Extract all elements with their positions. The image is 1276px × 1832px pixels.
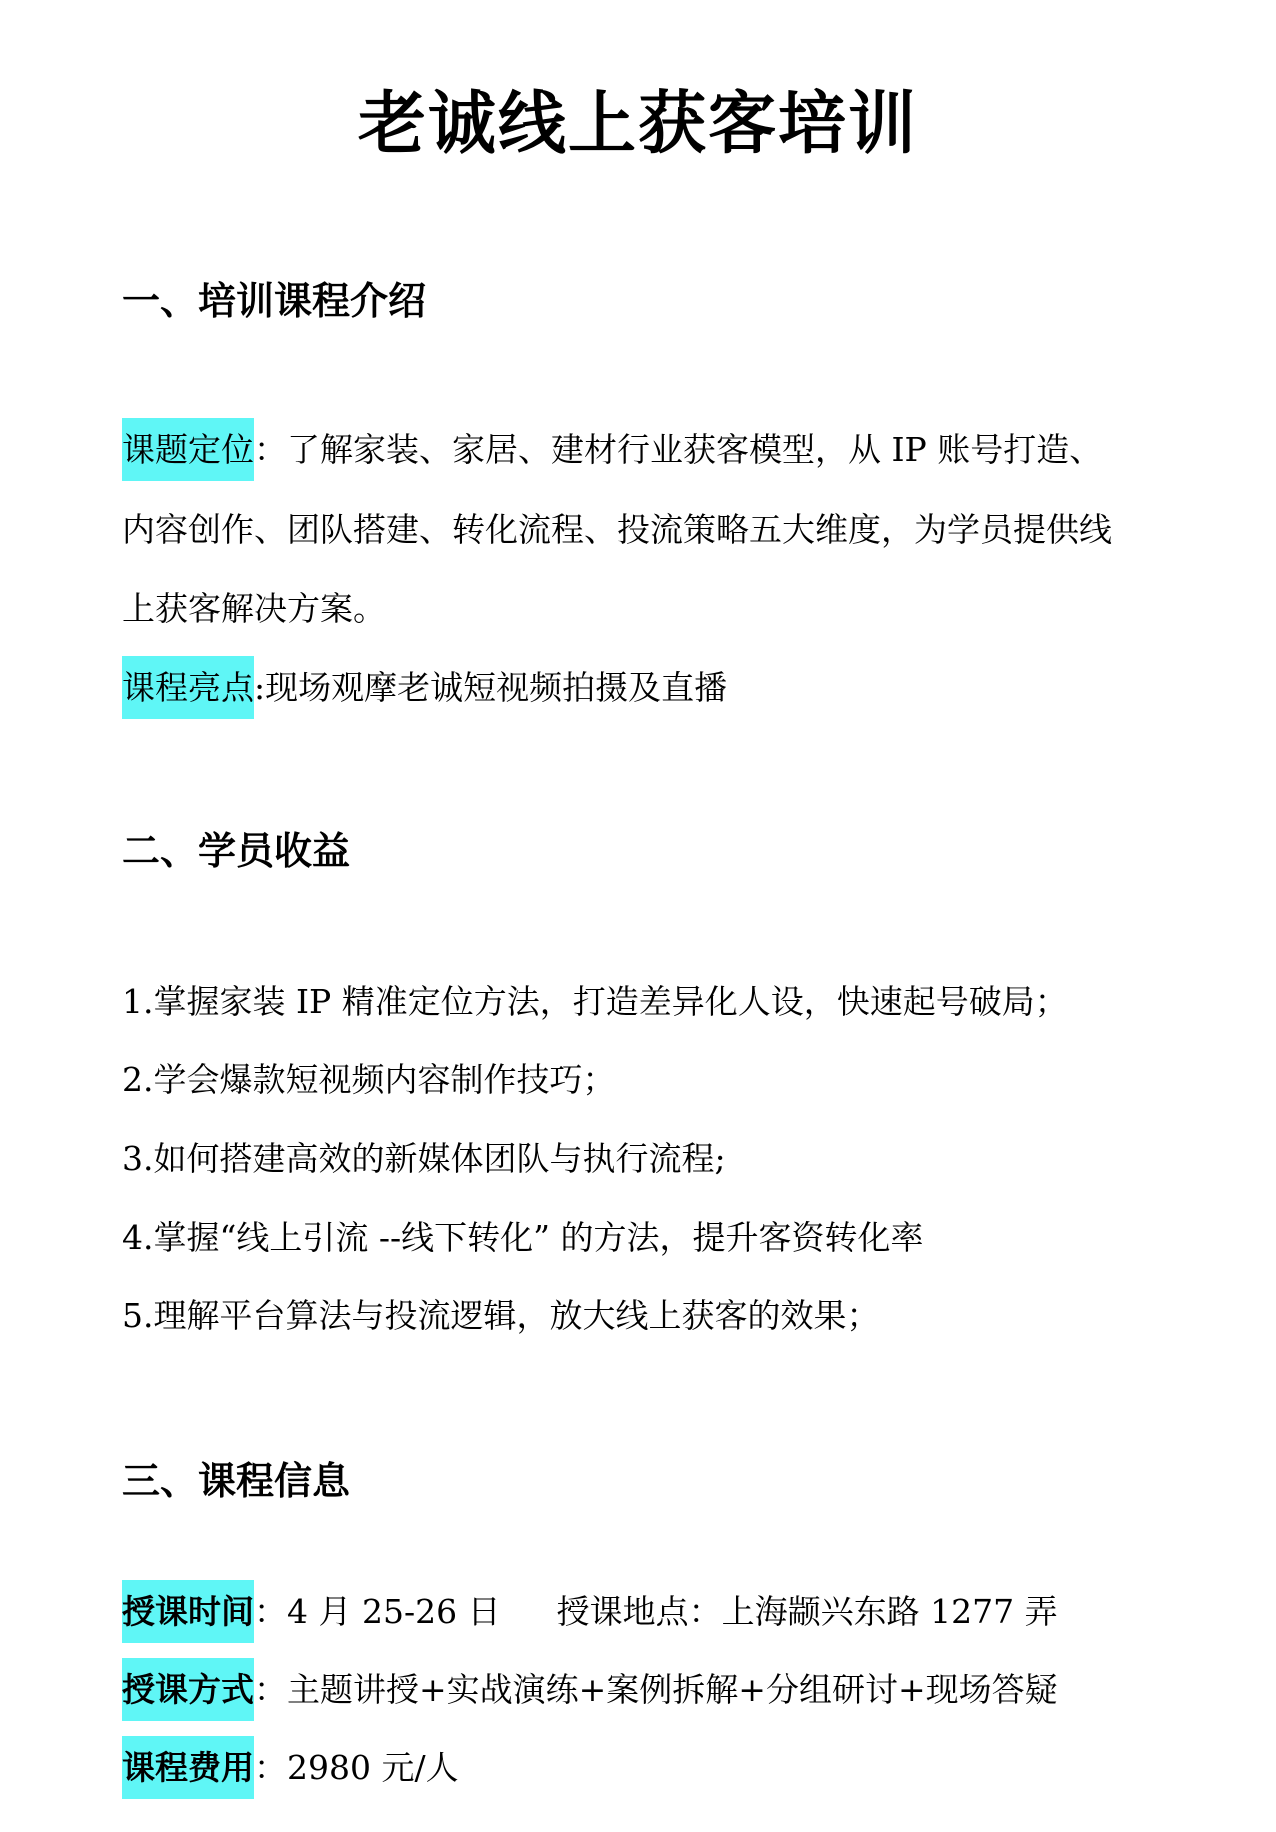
positioning-label: 课题定位 bbox=[122, 418, 254, 481]
positioning-line-1 bbox=[122, 428, 1102, 472]
section-heading-intro: 一、培训课程介绍 bbox=[122, 279, 427, 323]
method-value: ：主题讲授+实战演练+案例拆解+分组研讨+现场答疑 bbox=[254, 1670, 1058, 1709]
fee-value: ：2980 元/人 bbox=[254, 1748, 459, 1787]
method-line bbox=[122, 1668, 1058, 1712]
benefit-item: 3.如何搭建高效的新媒体团队与执行流程; bbox=[122, 1139, 726, 1178]
highlight-label: 课程亮点 bbox=[122, 656, 254, 719]
positioning-text-1: ：了解家装、家居、建材行业获客模型，从 IP 账号打造、 bbox=[254, 430, 1103, 469]
highlight-text: :现场观摩老诚短视频拍摄及直播 bbox=[254, 668, 728, 707]
section-heading-benefits: 二、学员收益 bbox=[122, 829, 351, 873]
highlight-line bbox=[122, 666, 727, 710]
benefit-item: 5.理解平台算法与投流逻辑，放大线上获客的效果； bbox=[122, 1296, 880, 1335]
document-title: 老诚线上获客培训 bbox=[357, 84, 918, 164]
benefit-item: 4.掌握“线上引流 --线下转化” 的方法，提升客资转化率 bbox=[122, 1218, 924, 1257]
time-value: ：4 月 25-26 日 bbox=[254, 1592, 501, 1631]
fee-label: 课程费用 bbox=[122, 1736, 254, 1799]
time-location-line bbox=[122, 1590, 1058, 1634]
fee-line bbox=[122, 1746, 459, 1790]
time-label: 授课时间 bbox=[122, 1580, 254, 1643]
benefit-item: 1.掌握家装 IP 精准定位方法，打造差异化人设，快速起号破局； bbox=[122, 982, 1068, 1021]
positioning-line-3: 上获客解决方案。 bbox=[122, 589, 386, 628]
location-text: 授课地点：上海颛兴东路 1277 弄 bbox=[556, 1592, 1058, 1631]
positioning-line-2: 内容创作、团队搭建、转化流程、投流策略五大维度，为学员提供线 bbox=[122, 510, 1112, 549]
section-heading-info: 三、课程信息 bbox=[122, 1459, 351, 1503]
benefit-item: 2.学会爆款短视频内容制作技巧； bbox=[122, 1060, 616, 1099]
method-label: 授课方式 bbox=[122, 1658, 254, 1721]
